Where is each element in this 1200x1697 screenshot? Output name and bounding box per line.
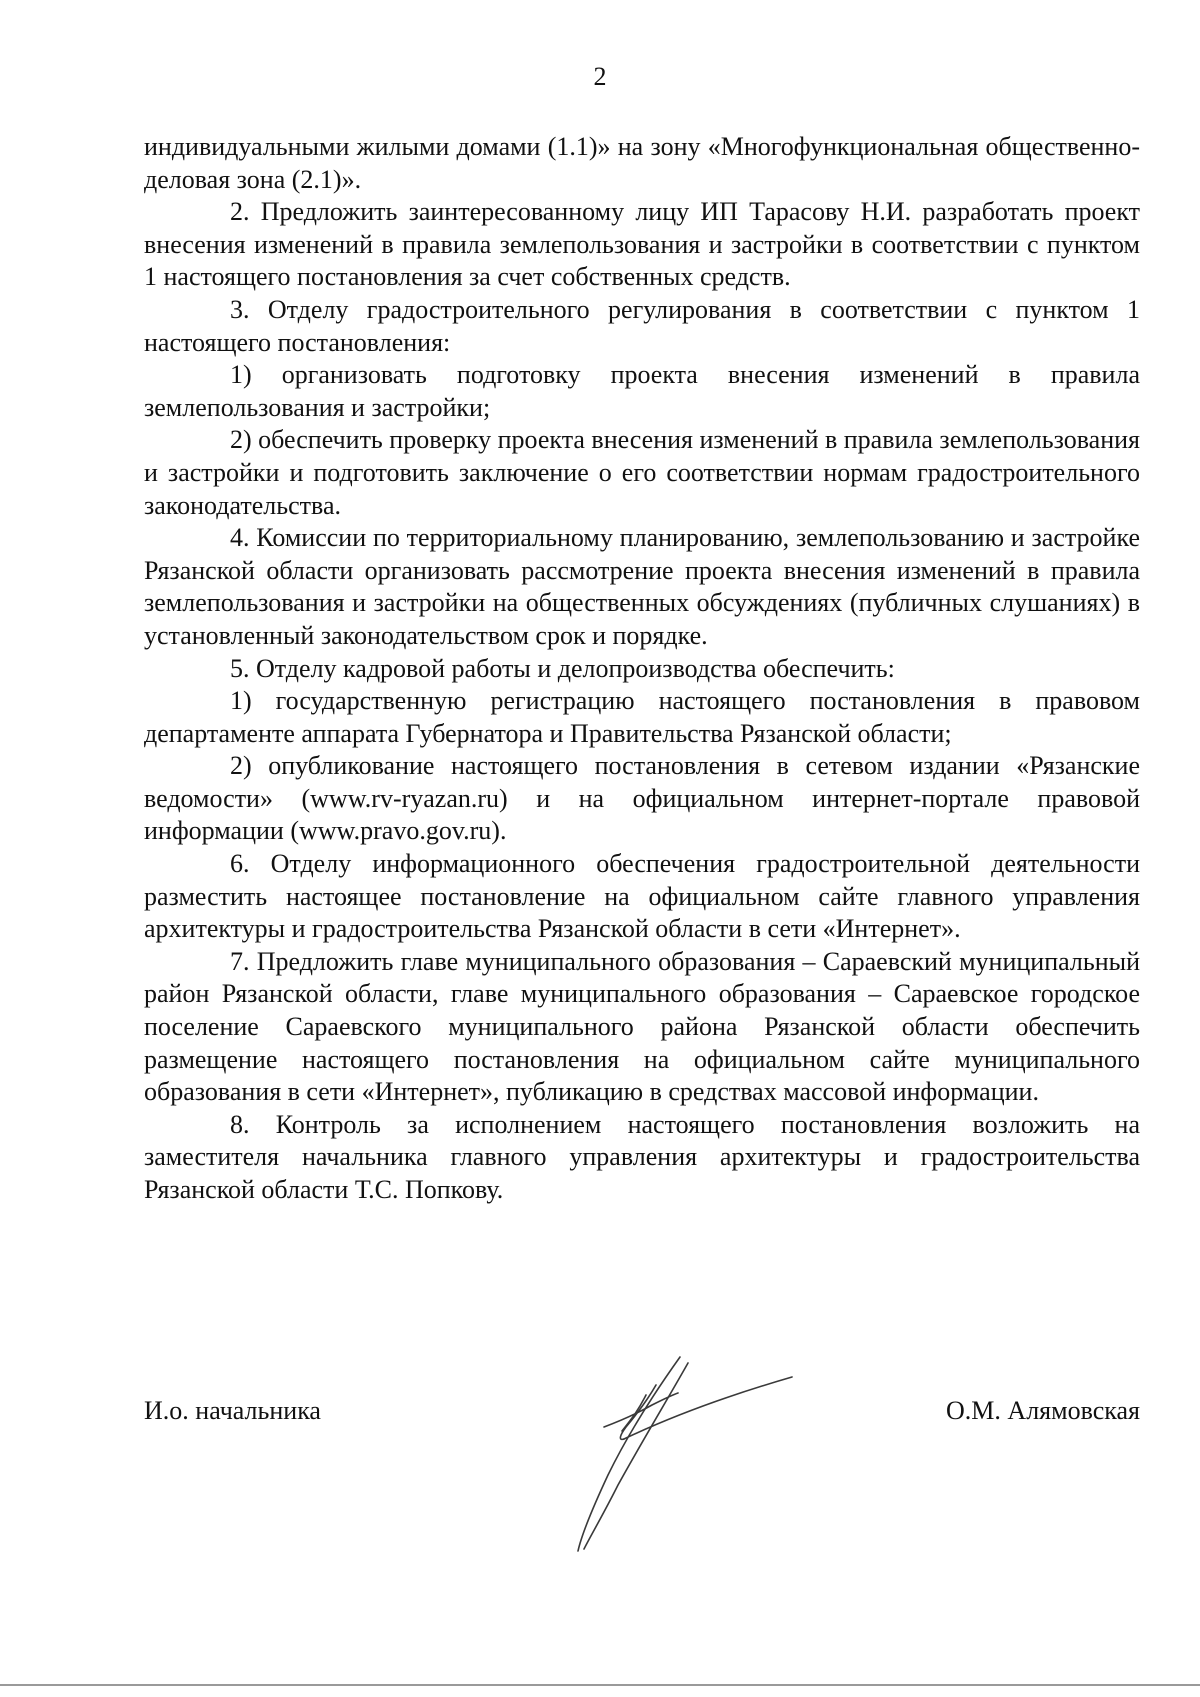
paragraph-item-3-subitem-1: 1) организовать подготовку проекта внесения изменений в правила землепользования и застройки; bbox=[144, 360, 1140, 422]
scan-edge-line bbox=[0, 1684, 1200, 1686]
signatory-name: О.М. Алямовская bbox=[946, 1396, 1140, 1425]
paragraph-item-4: 4. Комиссии по территориальному планированию, землепользованию и застройке Рязанской области организовать рассмотрение проекта внесения изменений в правила землепользования и застройки на общественных обсуждениях (публичных слушаниях) в установленный законодательством срок и порядке. bbox=[144, 523, 1140, 650]
document-body bbox=[144, 131, 1140, 1207]
paragraph-item-5: 5. Отделу кадровой работы и делопроизводства обеспечить: bbox=[230, 653, 895, 683]
signatory-position: И.о. начальника bbox=[144, 1396, 321, 1425]
paragraph-item-7: 7. Предложить главе муниципального образования – Сараевский муниципальный район Рязанской области, главе муниципального образования – Сараевское городское поселение Сараевского муниципального района Рязанской области обеспечить размещение настоящего постановления на официальном сайте муниципального образования в сети «Интернет», публикацию в средствах массовой информации. bbox=[144, 946, 1140, 1107]
paragraph-item-2: 2. Предложить заинтересованному лицу ИП Тарасову Н.И. разработать проект внесения изменений в правила землепользования и застройки в соответствии с пунктом 1 настоящего постановления за счет собственных средств. bbox=[144, 197, 1140, 292]
paragraph-item-3-subitem-2: 2) обеспечить проверку проекта внесения изменений в правила землепользования и застройки и подготовить заключение о его соответствии нормам градостроительного законодательства. bbox=[144, 425, 1140, 520]
paragraph-item-3: 3. Отделу градостроительного регулирования в соответствии с пунктом 1 настоящего постановления: bbox=[144, 294, 1140, 357]
page-number: 2 bbox=[593, 62, 607, 91]
paragraph-continuation: индивидуальными жилыми домами (1.1)» на зону «Многофункциональная общественно-деловая зона (2.1)». bbox=[144, 132, 1140, 194]
handwritten-signature bbox=[560, 1355, 820, 1555]
paragraph-item-6: 6. Отделу информационного обеспечения градостроительной деятельности разместить настоящее постановление на официальном сайте главного управления архитектуры и градостроительства Рязанской области в сети «Интернет». bbox=[144, 849, 1140, 944]
paragraph-item-8: 8. Контроль за исполнением настоящего постановления возложить на заместителя начальника главного управления архитектуры и градостроительства Рязанской области Т.С. Попкову. bbox=[144, 1109, 1140, 1204]
paragraph-item-5-subitem-2: 2) опубликование настоящего постановления в сетевом издании «Рязанские ведомости» (www.rv-ryazan.ru) и на официальном интернет-портале правовой информации (www.pravo.gov.ru). bbox=[144, 751, 1140, 846]
paragraph-item-5-subitem-1: 1) государственную регистрацию настоящего постановления в правовом департаменте аппарата Губернатора и Правительства Рязанской области; bbox=[144, 686, 1140, 748]
